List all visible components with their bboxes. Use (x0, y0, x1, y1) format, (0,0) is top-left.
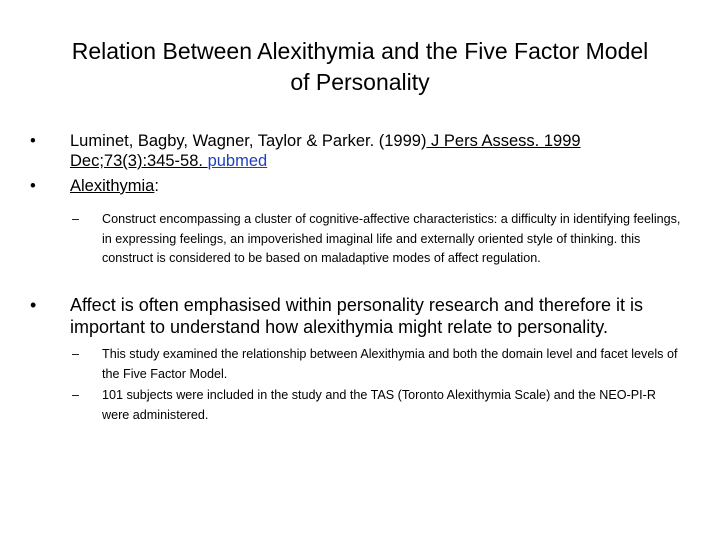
reference-text (70, 131, 680, 171)
definition-subbullet (72, 210, 682, 269)
subjects-subbullet (72, 386, 682, 425)
affect-text: Affect is often emphasised within personality research and therefore it is important to understand how alexithymia might relate to personality. (70, 295, 643, 337)
sub-bullet-marker: – (72, 388, 80, 402)
reference-authors: Luminet, Bagby, Wagner, Taylor & Parker. (1999) (70, 132, 427, 150)
alexithymia-colon: : (154, 177, 159, 195)
bullet-marker: • (30, 295, 37, 315)
sub-bullet-marker: – (72, 212, 80, 226)
definition-text: Construct encompassing a cluster of cognitive-affective characteristics: a difficulty in identifying feelings, in expressing feelings, an impoverished imaginal life and externally oriented style of thinking. this construct is considered to be based on maladaptive modes of affect regulation. (102, 212, 681, 265)
pubmed-link[interactable]: pubmed (207, 152, 268, 170)
bullet-marker: • (30, 132, 36, 150)
sub-bullet-marker: – (72, 347, 80, 361)
alexithymia-label: Alexithymia (70, 177, 155, 195)
alexithymia-heading (70, 176, 680, 196)
slide-title: Relation Between Alexithymia and the Five Factor Model of Personality (71, 38, 649, 95)
subjects-text: 101 subjects were included in the study and the TAS (Toronto Alexithymia Scale) and the NEO-PI-R were administered. (102, 388, 656, 422)
study-text: This study examined the relationship between Alexithymia and both the domain level and facet levels of the Five Factor Model. (102, 347, 678, 381)
alexithymia-bullet (30, 176, 680, 196)
bullet-marker: • (30, 177, 36, 195)
affect-bullet (30, 294, 680, 338)
study-subbullet (72, 345, 682, 384)
reference-journal: J Pers Assess. 1999 Dec;73(3):345-58. (70, 132, 581, 170)
reference-bullet (30, 131, 680, 171)
